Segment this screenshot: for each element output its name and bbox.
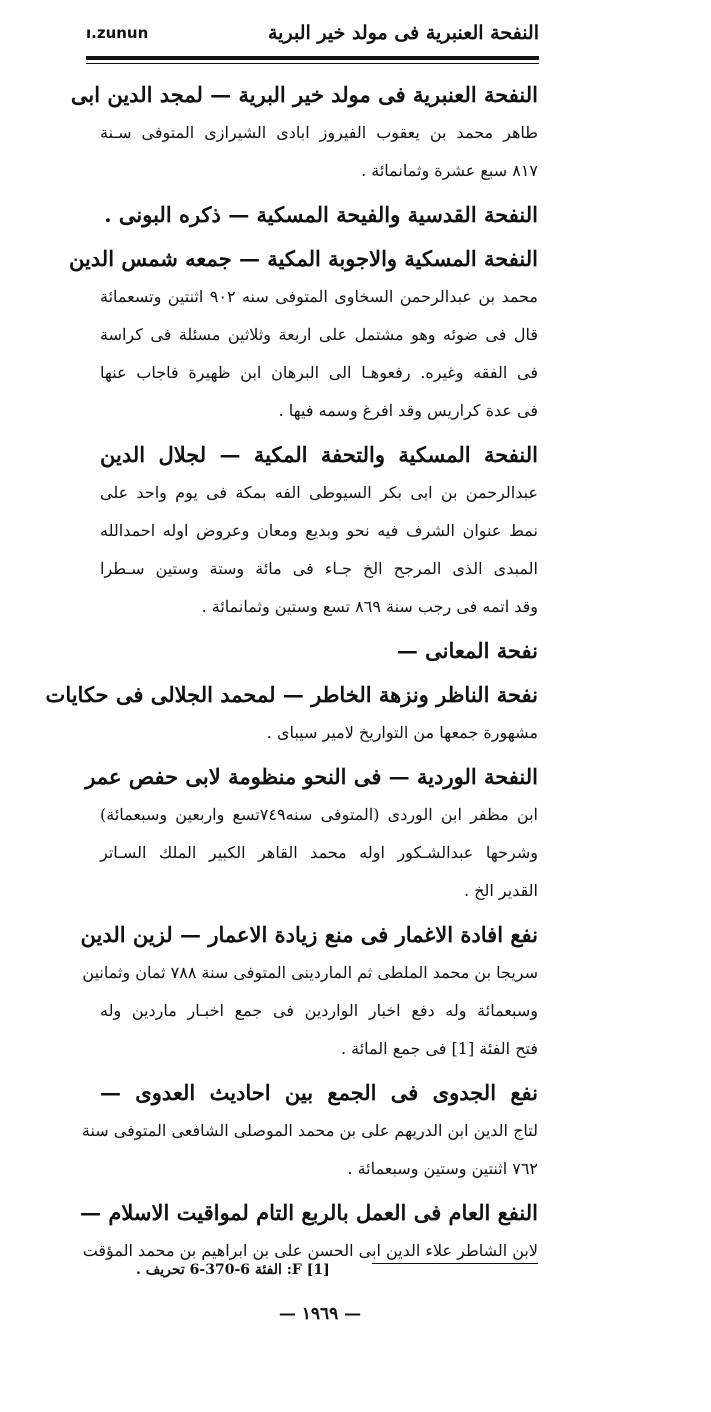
- entry-heading-line: النفحة المسكية والتحفة المكية — لجلال الدين: [100, 442, 538, 467]
- header-rule: [86, 56, 539, 60]
- entry-text-line: مشهورة جمعها من التواريخ لامير سيباى .: [266, 723, 538, 742]
- entry-text-line: قال فى ضوئه وهو مشتمل على اربعة وثلاثين مسئلة فى كراسة: [100, 325, 538, 344]
- dictionary-entry: [70, 76, 538, 190]
- dictionary-entry: [45, 676, 538, 752]
- entry-heading-line: النفحة القدسية والفيحة المسكية — ذكره البونى .: [104, 202, 538, 227]
- entry-heading-line: نفحة المعانى —: [396, 638, 538, 663]
- entry-text-line: فى الفقه وغيره. رفعوهـا الى البرهان ابن ظهيرة فاجاب عنها: [100, 363, 538, 382]
- entry-text-line: لابن الشاطر علاء الدين ابى الحسن على بن ابراهيم بن محمد المؤقت: [82, 1241, 538, 1260]
- page-number: — ١٩٦٩ —: [278, 1304, 362, 1324]
- dictionary-entry: [100, 196, 538, 234]
- entry-heading-line: النفحة العنبرية فى مولد خير البرية — لمجد الدين ابى: [70, 82, 538, 107]
- dictionary-entry: [80, 916, 538, 1068]
- header-rule-thin: [86, 63, 539, 64]
- dictionary-entry: [81, 1074, 538, 1188]
- entry-text-line: ٨١٧ سبع عشرة وثمانمائة .: [361, 161, 538, 180]
- running-title: النفحة العنبرية فى مولد خير البرية: [268, 22, 539, 44]
- dictionary-entry: [85, 758, 538, 910]
- entry-text-line: فتح الفئة [1] فى جمع المائة .: [340, 1039, 538, 1058]
- footnote: [1] F: الفئة 6-370-6 تحريف .: [136, 1262, 330, 1278]
- running-folio: ı.zunun: [86, 24, 149, 42]
- entry-text-line: محمد بن عبدالرحمن السخاوى المتوفى سنه ٩٠٢ اثنتين وتسعمائة: [100, 287, 539, 306]
- entry-heading-line: النفع العام فى العمل بالربع التام لمواقيت الاسلام —: [80, 1200, 538, 1225]
- footnote-rule: [372, 1263, 538, 1264]
- dictionary-entry: [100, 436, 538, 626]
- entry-text-line: ٧٦٢ اثنتين وستين وسبعمائة .: [347, 1159, 538, 1178]
- entry-heading-line: النفحة الوردية — فى النحو منظومة لابى حفص عمر: [85, 764, 538, 789]
- body-text: [45, 76, 539, 1276]
- entry-text-line: طاهر محمد بن يعقوب الفيروز ابادى الشيرازى المتوفى سـنة: [100, 123, 538, 142]
- entry-text-line: وقد اتمه فى رجب سنة ٨٦٩ تسع وستين وثمانمائة .: [201, 597, 538, 616]
- dictionary-entry: [80, 1194, 538, 1270]
- entry-heading-line: نفع افادة الاغمار فى منع زيادة الاعمار — لزين الدين: [80, 922, 538, 947]
- entry-text-line: نمط عنوان الشرف فيه نحو وبديع ومعان وعروض اوله احمدالله: [100, 521, 538, 540]
- entry-text-line: وسبعمائة وله دفع اخبار الواردين فى جمع اخبـار ماردين وله: [100, 1001, 538, 1020]
- entry-heading-line: النفحة المسكية والاجوبة المكية — جمعه شمس الدين: [68, 246, 538, 271]
- entry-text-line: وشرحها عبدالشـكور اوله محمد القاهر الكبير الملك السـاتر: [100, 843, 538, 862]
- entry-heading-line: نفع الجدوى فى الجمع بين احاديث العدوى —: [100, 1080, 538, 1105]
- entry-text-line: القدير الخ .: [464, 881, 538, 900]
- entry-text-line: المبدى الذى المرجح الخ جـاء فى مائة وستة وستين سـطرا: [100, 559, 538, 578]
- running-header: [86, 18, 539, 48]
- entry-text-line: ابن مظفر ابن الوردى (المتوفى سنه٧٤٩تسع واربعين وسبعمائة): [100, 805, 538, 824]
- entry-text-line: سريجا بن محمد الملطى ثم الماردينى المتوفى سنة ٧٨٨ ثمان وثمانين: [82, 963, 538, 982]
- dictionary-entry: [100, 632, 538, 670]
- dictionary-entry: [68, 240, 539, 430]
- entry-text-line: فى عدة كراريس وقد افرغ وسمه فيها .: [278, 401, 538, 420]
- entry-heading-line: نفحة الناظر ونزهة الخاطر — لمحمد الجلالى فى حكايات: [45, 682, 538, 707]
- entry-text-line: لتاج الدين ابن الدريهم على بن محمد الموصلى الشافعى المتوفى سنة: [81, 1121, 538, 1140]
- entry-text-line: عبدالرحمن بن ابى بكر السيوطى الفه بمكة فى يوم واحد على: [100, 483, 538, 502]
